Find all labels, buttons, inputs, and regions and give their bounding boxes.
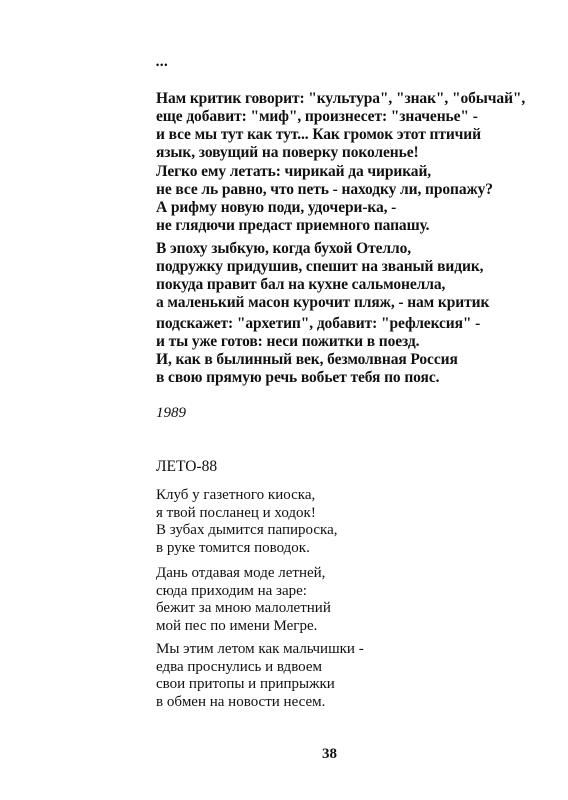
poem2-stanza-3 [156,641,364,712]
verse-line: я твой посланец и ходок! [156,504,316,521]
poem2-stanza-1 [156,487,338,558]
verse-line: И, как в былинный век, безмолвная Россия [156,351,458,368]
poem-title: ЛЕТО-88 [156,458,218,475]
verse-line: а маленький масон курочит пляж, - нам критик [156,294,490,311]
poem1-stanza-3 [156,240,489,312]
continuation-mark: ••• [156,60,169,70]
verse-line: едва проснулись и вдвоем [156,658,323,675]
verse-line: и все мы тут как тут... Как громок этот птичий [156,126,481,143]
verse-line: В зубах дымится папироска, [156,522,338,539]
verse-line: не все ль равно, что петь - находку ли, пропажу? [156,181,493,198]
poem2-stanza-2 [156,565,331,636]
verse-line: еще добавит: "миф", произнесет: "значенье" - [156,108,478,125]
verse-line: в обмен на новости несем. [156,694,326,711]
verse-line: подружку придушив, спешит на званый видик, [156,258,484,275]
verse-line: Дань отдавая моде летней, [156,565,326,581]
verse-line: язык, зовущий на поверку поколенье! [156,144,419,161]
page-number: 38 [322,746,337,762]
verse-line: в руке томится поводок. [156,540,310,557]
verse-line: и ты уже готов: неси пожитки в поезд. [156,333,420,350]
verse-line: подскажет: "архетип", добавит: "рефлексия" - [156,315,481,332]
verse-line: в свою прямую речь вобьет тебя по пояс. [156,369,440,386]
verse-line: В эпоху зыбкую, когда бухой Отелло, [156,240,412,257]
verse-line: покуда правит бал на кухне сальмонелла, [156,276,446,293]
poem1-stanza-2 [156,163,493,235]
verse-line: Клуб у газетного киоска, [156,487,316,503]
verse-line: сюда приходим на заре: [156,582,307,599]
verse-line: мой пес по имени Мегре. [156,618,318,635]
verse-line: не глядючи предаст приемного папашу. [156,217,430,234]
verse-line: свои притопы и припрыжки [156,676,335,693]
poem1-stanza-1 [156,90,525,162]
poem-date: 1989 [156,405,186,421]
verse-line: Легко ему летать: чирикай да чирикай, [156,163,432,180]
poem1-stanza-4 [156,315,480,387]
verse-line: бежит за мною малолетний [156,600,331,617]
verse-line: А рифму новую поди, удочери-ка, - [156,199,397,216]
verse-line: Нам критик говорит: "культура", "знак", "обычай", [156,90,526,107]
verse-line: Мы этим летом как мальчишки - [156,641,364,657]
